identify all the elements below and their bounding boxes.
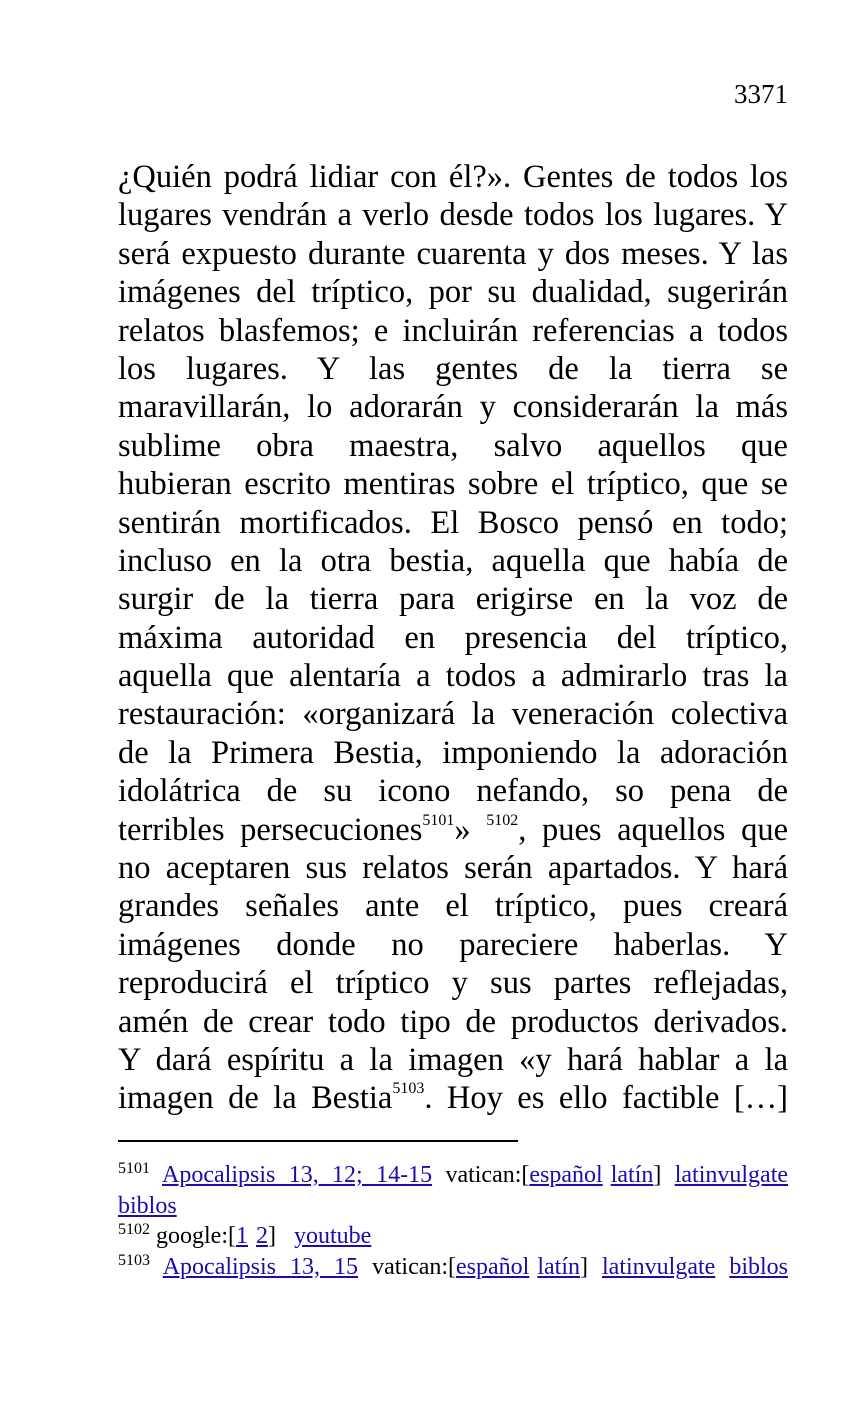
footnote-number: 5101 xyxy=(118,1160,150,1177)
text-line: de la Primera Bestia, imponiendo la adoración xyxy=(118,734,788,771)
body-text xyxy=(118,158,788,1118)
footnote-divider xyxy=(118,1140,518,1142)
text-line: imágenes del tríptico, por su dualidad, sugerirán xyxy=(118,274,788,311)
footnote-5101-cont xyxy=(118,1191,788,1222)
link-google-2[interactable]: 2 xyxy=(255,1223,268,1249)
line-text: , pues aquellos que xyxy=(518,811,788,848)
text-line: sublime obra maestra, salvo aquellos que xyxy=(118,427,788,464)
page-number: 3371 xyxy=(734,79,788,109)
text-line: máxima autoridad en presencia del tríptico, xyxy=(118,619,788,656)
link-espanol[interactable]: español xyxy=(529,1162,603,1188)
link-apocalipsis-13-12[interactable]: Apocalipsis 13, 12; 14-15 xyxy=(162,1162,433,1188)
footnote-text: ] xyxy=(580,1253,588,1280)
text-line: relatos blasfemos; e incluirán referencias a todos xyxy=(118,312,788,349)
line-text: . Hoy es ello factible […] xyxy=(424,1080,789,1117)
link-google-1[interactable]: 1 xyxy=(235,1223,248,1249)
footnote-ref-5102[interactable]: 5102 xyxy=(486,811,519,829)
link-latin[interactable]: latín xyxy=(610,1162,654,1188)
line-text: imagen de la Bestia xyxy=(118,1080,393,1117)
line-text: » xyxy=(454,811,487,848)
link-latin[interactable]: latín xyxy=(537,1253,580,1280)
text-line: los lugares. Y las gentes de la tierra se xyxy=(118,350,788,387)
footnote-text: ] xyxy=(267,1223,276,1249)
footnotes xyxy=(118,1160,788,1282)
link-latinvulgate[interactable]: latinvulgate xyxy=(674,1162,789,1188)
footnote-ref-5101[interactable]: 5101 xyxy=(422,811,455,829)
text-line: amén de crear todo tipo de productos derivados. xyxy=(118,1003,788,1040)
line-text: terribles persecuciones xyxy=(118,811,423,848)
footnote-5102 xyxy=(118,1221,788,1252)
footnote-number: 5102 xyxy=(118,1221,150,1238)
text-line: sentirán mortificados. El Bosco pensó en todo; xyxy=(118,504,788,541)
text-line: Y dará espíritu a la imagen «y hará hablar a la xyxy=(118,1041,788,1078)
footnote-text: vatican:[ xyxy=(372,1253,457,1280)
footnote-text: google:[ xyxy=(156,1223,236,1249)
footnote-5103 xyxy=(118,1252,788,1283)
text-line: hubieran escrito mentiras sobre el tríptico, que se xyxy=(118,466,788,503)
footnote-5101 xyxy=(118,1160,788,1191)
footnote-number: 5103 xyxy=(118,1251,150,1269)
link-biblos[interactable]: biblos xyxy=(118,1192,177,1219)
text-line: maravillarán, lo adorarán y considerarán la más xyxy=(118,389,788,426)
text-line: idolátrica de su icono nefando, so pena de xyxy=(118,773,788,810)
text-line: aquella que alentaría a todos a admirarlo tras la xyxy=(118,658,788,695)
text-line: será expuesto durante cuarenta y dos meses. Y las xyxy=(118,235,788,272)
text-line: ¿Quién podrá lidiar con él?». Gentes de todos los xyxy=(118,159,788,195)
link-biblos[interactable]: biblos xyxy=(729,1253,789,1280)
link-youtube[interactable]: youtube xyxy=(293,1223,372,1249)
text-line: grandes señales ante el tríptico, pues creará xyxy=(118,888,788,925)
text-line: reproducirá el tríptico y sus partes reflejadas, xyxy=(118,965,788,1002)
text-line xyxy=(118,1079,788,1117)
link-apocalipsis-13-15[interactable]: Apocalipsis 13, 15 xyxy=(162,1253,359,1280)
footnote-ref-5103[interactable]: 5103 xyxy=(392,1080,425,1098)
footnote-text: vatican:[ xyxy=(445,1162,530,1188)
text-line: restauración: «organizará la veneración colectiva xyxy=(118,696,788,733)
link-espanol[interactable]: español xyxy=(456,1253,530,1280)
text-line xyxy=(118,811,788,849)
text-line: imágenes donde no pareciere haberlas. Y xyxy=(118,926,788,963)
text-line: surgir de la tierra para erigirse en la voz de xyxy=(118,581,788,618)
text-line: lugares vendrán a verlo desde todos los lugares. Y xyxy=(118,197,788,234)
footnote-text: ] xyxy=(653,1162,662,1188)
text-line: no aceptaren sus relatos serán apartados. Y hará xyxy=(118,850,788,887)
link-latinvulgate[interactable]: latinvulgate xyxy=(602,1253,716,1280)
text-line: incluso en la otra bestia, aquella que había de xyxy=(118,542,788,579)
